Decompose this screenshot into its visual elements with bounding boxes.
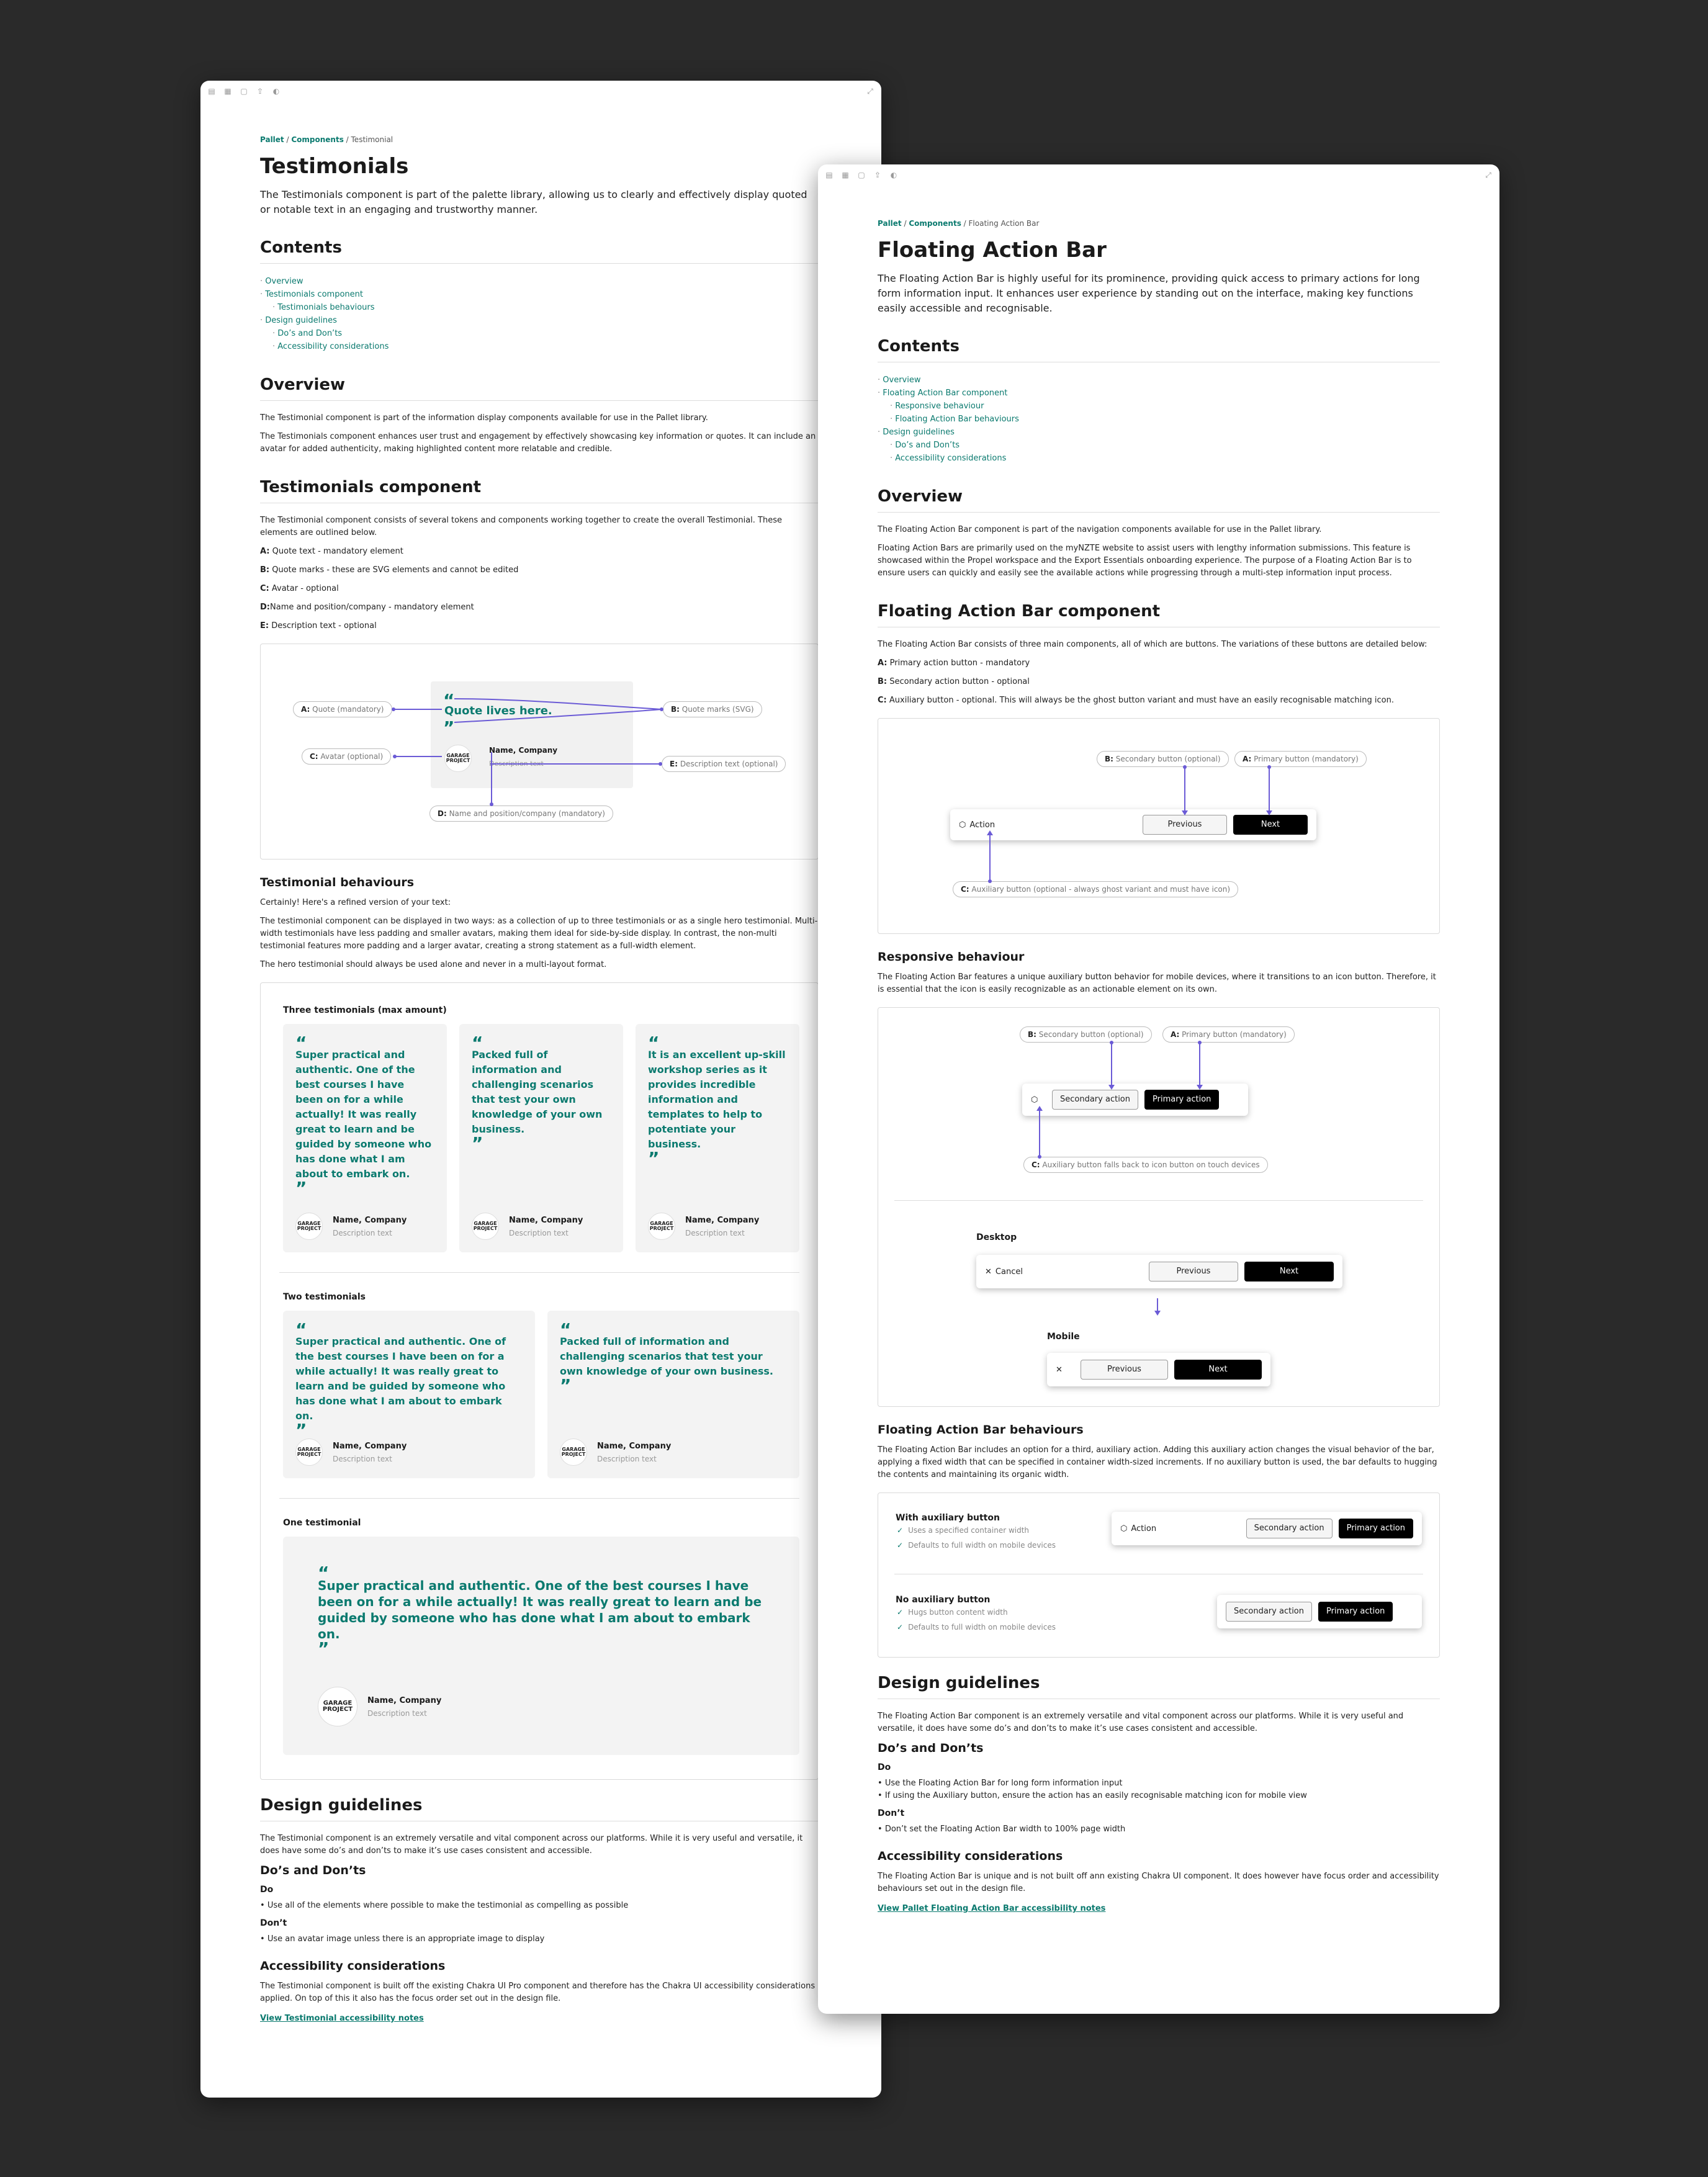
two-heading: Two testimonials [283,1292,366,1302]
page-lead: The Floating Action Bar is highly useful for its prominence, providing quick access to primary actions for long form information input. It enhances user experience by standing out on the interface, making key functions easily accessible and recognisable. [878,272,1420,314]
testimonial-quote: Packed full of information and challenging scenarios that test your own knowledge of your own business. [560,1335,773,1377]
open-quote-icon: “ [295,1319,307,1340]
theme-icon[interactable]: ◐ [272,87,280,96]
component-text: The Floating Action Bar consists of three main components, all of which are buttons. The variations of these buttons are detailed below: [878,640,1427,649]
testimonial-author: GARAGE PROJECT Name, Company Description text [295,1213,407,1240]
toc-accessibility[interactable]: · Accessibility considerations [260,340,819,353]
breadcrumb-components[interactable]: Components [291,135,344,144]
dont-heading: Don’t [260,1918,287,1928]
breadcrumb: Pallet / Components / Floating Action Bar [878,219,1040,228]
desktop-heading: Desktop [976,1232,1017,1242]
toc-responsive[interactable]: · Responsive behaviour [878,400,1440,413]
breadcrumb-current: Floating Action Bar [968,219,1040,228]
responsive-text: The Floating Action Bar features a unique auxiliary button behavior for mobile devices, where it transitions to an icon button. Therefore, it is essential that the icon is easily recognizable as an actionable element on its own. [878,972,1436,994]
close-quote-icon: ” [472,1133,483,1154]
do-list [260,1900,819,1912]
overview-text: The Testimonial component is part of the information display components available for use in the Pallet library. [260,413,708,423]
label-a: A: Quote (mandatory) [293,701,392,717]
toc-behaviours[interactable]: · Testimonials behaviours [260,301,819,314]
fab-with-aux [1112,1512,1422,1545]
expand-icon[interactable]: ⤢ [1485,170,1491,179]
check-icon: ✓ [897,1541,904,1550]
accessibility-link[interactable]: View Testimonial accessibility notes [260,2014,424,2023]
close-quote-icon: ” [318,1638,330,1659]
accessibility-text: The Testimonial component is built off the existing Chakra UI Pro component and therefore has the Chakra UI accessibility considerations applied. On top of this it also has the focus order set out in the design file. [260,1982,816,2003]
check-icon: ✓ [897,1526,904,1535]
upload-icon[interactable]: ⇪ [256,87,264,96]
mobile-action-bar [1047,1353,1270,1386]
testimonials-window [200,81,881,2098]
overview-text-2: The Testimonials component enhances user trust and engagement by effectively showcasing key information or quotes. It can include an avatar for added authenticity, making highlighted content more relatable and credible. [260,432,816,454]
testimonial-card [283,1024,447,1252]
page-title: Testimonials [260,154,409,179]
testimonial-card [459,1024,623,1252]
toc-accessibility[interactable]: · Accessibility considerations [878,452,1440,465]
next-button[interactable]: Next [1244,1262,1334,1282]
grid-icon[interactable]: ▦ [224,87,231,96]
dont-list [260,1933,819,1946]
divider [279,1272,799,1273]
dont-list [878,1823,1440,1836]
toc-behaviours[interactable]: · Floating Action Bar behaviours [878,413,1440,426]
part-d: D:Name and position/company - mandatory element [260,603,474,612]
check-icon: ✓ [897,1608,904,1617]
dont-heading: Don’t [878,1808,905,1818]
fab-window [818,164,1499,2014]
behaviours-intro: Certainly! Here's a refined version of your text: [260,898,451,907]
component-text: The Testimonial component consists of several tokens and components working together to create the overall Testimonial. These elements are outlined below. [260,516,782,537]
part-c: C: Auxiliary button - optional. This will always be the ghost button variant and must have an easily recognisable matching icon. [878,696,1394,705]
testimonial-author: GARAGE PROJECT Name, Company Description text [295,1439,407,1466]
three-heading: Three testimonials (max amount) [283,1005,447,1015]
responsive-diagram [878,1007,1440,1407]
design-text: The Testimonial component is an extremely versatile and vital component across our platforms. While it is very useful and versatile, it does have some do’s and don’ts to make it’s use cases consistent and accessible. [260,1834,803,1856]
label-b: B: Secondary button (optional) [1020,1026,1152,1043]
previous-button[interactable]: Previous [1143,815,1227,835]
fab-arrows [878,719,1441,935]
close-icon[interactable]: ✕ [1056,1365,1063,1375]
do-list [878,1777,1440,1802]
avatar: GARAGE PROJECT [318,1687,357,1726]
accessibility-heading: Accessibility considerations [260,1959,446,1973]
desktop-action-bar [976,1255,1342,1288]
part-a: A: Quote text - mandatory element [260,547,403,556]
page-title: Floating Action Bar [878,238,1107,263]
avatar: GARAGE PROJECT [472,1213,499,1240]
label-c: C: Avatar (optional) [302,748,391,765]
divider [894,1200,1423,1201]
box-icon[interactable]: ⬡ [1031,1095,1038,1105]
part-b: B: Secondary action button - optional [878,677,1030,686]
list-item: • Use an avatar image unless there is an appropriate image to display [260,1933,819,1946]
breadcrumb: Pallet / Components / Testimonial [260,135,393,144]
box-icon: ⬡ [959,820,966,830]
testimonial-quote: Super practical and authentic. One of the best courses I have been on for a while actually! It was really great to learn and be guided by someone who has done what I am about to embark on. [295,1335,506,1422]
next-button[interactable]: Next [1233,815,1308,835]
breadcrumb-components[interactable]: Components [909,219,961,228]
with-aux-list [897,1523,1056,1553]
hero-testimonial-card [283,1537,799,1755]
do-heading: Do [878,1762,891,1772]
list-item: • If using the Auxiliary button, ensure the action has an easily recognisable matching icon for mobile view [878,1790,1440,1802]
responsive-arrows [878,1008,1441,1407]
breadcrumb-pallet[interactable]: Pallet [260,135,284,144]
list-item: • Don’t set the Floating Action Bar width to 100% page width [878,1823,1440,1836]
page-lead: The Testimonials component is part of the palette library, allowing us to clearly and effectively display quoted or notable text in an engaging and trustworthy manner. [260,189,807,215]
design-heading: Design guidelines [260,1796,819,1821]
accessibility-heading: Accessibility considerations [878,1849,1063,1863]
label-c: C: Auxiliary button (optional - always ghost variant and must have icon) [953,881,1238,897]
open-quote-icon: “ [318,1563,330,1583]
avatar: GARAGE PROJECT [295,1439,323,1466]
theme-icon[interactable]: ◐ [890,171,897,179]
avatar: GARAGE PROJECT [560,1439,587,1466]
testimonial-card [547,1311,799,1478]
testimonial-examples [260,982,819,1780]
breadcrumb-current: Testimonial [351,135,393,144]
primary-action-button[interactable]: Primary action [1339,1519,1413,1538]
part-e: E: Description text - optional [260,621,377,631]
table-of-contents [260,275,819,353]
anatomy-quote: Quote lives here. [444,704,552,717]
avatar: GARAGE PROJECT [648,1213,675,1240]
fab-no-aux [1217,1595,1422,1628]
check-icon: ✓ [897,1623,904,1632]
open-quote-icon: “ [443,690,455,711]
list-item: • Use all of the elements where possible to make the testimonial as compelling as possible [260,1900,819,1912]
behaviours-text: The testimonial component can be displayed in two ways: as a collection of up to three testimonials or as a single hero testimonial. Multi-width testimonials have less padding and smaller avatars, making them ideal for side-by-side display. In contrast, the non-multi testimonial features more padding and a larger avatar, creating a strong statement as a full-width element. [260,917,818,951]
toc-dos[interactable]: · Do’s and Don’ts [878,439,1440,452]
toc-overview[interactable]: · Overview [878,374,1440,387]
testimonials-doc [260,135,819,2098]
label-b: B: Secondary button (optional) [1097,751,1229,767]
testimonial-author: GARAGE PROJECT Name, Company Description text [318,1687,441,1726]
window-toolbar [200,81,881,102]
fab-doc [878,219,1440,2014]
avatar: GARAGE PROJECT [444,745,472,772]
table-of-contents [878,374,1440,465]
toc-overview[interactable]: · Overview [260,275,819,288]
testimonial-card [636,1024,799,1252]
part-b: B: Quote marks - these are SVG elements and cannot be edited [260,565,519,575]
upload-icon[interactable]: ⇪ [874,171,881,179]
testimonial-quote: Packed full of information and challenging scenarios that test your own knowledge of your own business. [472,1049,603,1135]
part-c: C: Avatar - optional [260,584,339,593]
behaviours-heading: Testimonial behaviours [260,876,415,889]
toc-component[interactable]: · Floating Action Bar component [878,387,1440,400]
design-text: The Floating Action Bar component is an extremely versatile and vital component across our platforms. While it is very useful and versatile, it does have some do’s and don’ts to make it’s use cases consistent and accessible. [878,1712,1404,1733]
no-aux-heading: No auxiliary button [896,1595,991,1605]
secondary-action-button[interactable]: Secondary action [1226,1602,1312,1622]
close-icon: ✕ [985,1267,992,1277]
primary-action-button[interactable]: Primary action [1318,1602,1393,1622]
fab-behaviours-text: The Floating Action Bar includes an option for a third, auxiliary action. Adding this auxiliary action changes the visual behavior of the bar, applying a fixed width that can be specified in container width-sized increments. If no auxiliary button is used, the bar defaults to hugging the contents and maintaining its organic width. [878,1445,1437,1479]
anatomy-arrows [261,644,807,860]
list-item: • Use the Floating Action Bar for long form information input [878,1777,1440,1790]
overview-text: The Floating Action Bar component is part of the navigation components available for use in the Pallet library. [878,525,1322,534]
overview-text-2: Floating Action Bars are primarily used on the myNZTE website to assist users with lengthy information submissions. This feature is showcased within the Propel workspace and the Export Essentials onboarding experience. The purpose of a Floating Action Bar is to ensure users can quickly and easily see the available actions while progressing through a multi-step information input process. [878,544,1412,578]
do-heading: Do [260,1885,274,1895]
no-aux-list [897,1605,1056,1635]
design-heading: Design guidelines [878,1674,1440,1699]
testimonial-quote: It is an excellent up-skill workshop series as it provides incredible information and templates to help to potentiate your business. [648,1049,786,1150]
avatar: GARAGE PROJECT [295,1213,323,1240]
expand-icon[interactable]: ⤢ [867,86,873,96]
label-a: A: Primary button (mandatory) [1234,751,1367,767]
behaviours-note: The hero testimonial should always be used alone and never in a multi-layout format. [260,960,607,969]
part-a: A: Primary action button - mandatory [878,658,1030,668]
one-heading: One testimonial [283,1518,361,1528]
fab-behaviours-heading: Floating Action Bar behaviours [878,1423,1084,1437]
box-icon: ⬡ [1120,1524,1128,1533]
testimonial-author: GARAGE PROJECT Name, Company Description text [472,1213,583,1240]
accessibility-text: The Floating Action Bar is unique and is not built off ann existing Chakra UI component. It does however have focus order and accessibility behaviours set out in the design file. [878,1872,1439,1893]
frame-icon[interactable]: ▢ [858,171,865,179]
label-d: D: Name and position/company (mandatory) [429,806,613,822]
close-quote-icon: ” [295,1420,307,1440]
close-quote-icon: ” [648,1148,660,1169]
list-item: ✓ Hugs button content width [897,1608,1008,1617]
contents-heading: Contents [878,337,1440,362]
divider [279,1498,799,1499]
testimonial-quote: Super practical and authentic. One of the best courses I have been on for a while actually! It was really great to learn and be guided by someone who has done what I am about to embark on. [295,1049,432,1180]
panel-icon[interactable]: ▤ [825,171,833,179]
dos-heading: Do’s and Don’ts [878,1741,984,1755]
label-e: E: Description text (optional) [662,756,786,772]
frame-icon[interactable]: ▢ [240,87,248,96]
window-toolbar [818,164,1499,186]
mobile-heading: Mobile [1047,1332,1080,1342]
breadcrumb-pallet[interactable]: Pallet [878,219,902,228]
auxiliary-button[interactable]: ⬡ Action [959,820,996,830]
secondary-action-button[interactable]: Secondary action [1052,1090,1138,1110]
testimonial-anatomy-diagram [260,644,819,860]
label-b: B: Quote marks (SVG) [663,701,762,717]
responsive-heading: Responsive behaviour [878,950,1025,964]
testimonial-card [283,1311,535,1478]
parts-list [260,545,819,632]
testimonial-author: GARAGE PROJECT Name, Company Description text [648,1213,759,1240]
component-heading: Testimonials component [260,478,819,503]
auxiliary-button[interactable]: ⬡ Action [1120,1524,1157,1533]
primary-action-button[interactable]: Primary action [1144,1090,1219,1110]
parts-list [878,657,1440,707]
open-quote-icon: “ [560,1319,572,1340]
close-quote-icon: ” [560,1375,572,1396]
anatomy-desc: Description text [489,760,544,768]
with-aux-heading: With auxiliary button [896,1513,1000,1523]
accessibility-link[interactable]: View Pallet Floating Action Bar accessibility notes [878,1904,1106,1913]
testimonial-quote: Super practical and authentic. One of the best courses I have been on for a while actually! It was really great to learn and be guided by someone who has done what I am about to embark on. [318,1578,762,1641]
behaviour-examples [878,1492,1440,1658]
list-item: ✓ Uses a specified container width [897,1526,1030,1535]
overview-heading: Overview [260,375,819,401]
cancel-button[interactable]: ✕ Cancel [985,1267,1023,1277]
previous-button[interactable]: Previous [1149,1262,1238,1282]
open-quote-icon: “ [472,1033,483,1053]
open-quote-icon: “ [648,1033,660,1053]
previous-button[interactable]: Previous [1081,1360,1168,1380]
toc-design[interactable]: · Design guidelines [260,314,819,327]
grid-icon[interactable]: ▦ [842,171,849,179]
list-item: ✓ Defaults to full width on mobile devices [897,1541,1056,1550]
component-heading: Floating Action Bar component [878,602,1440,627]
toc-design[interactable]: · Design guidelines [878,426,1440,439]
toc-dos[interactable]: · Do’s and Don’ts [260,327,819,340]
close-quote-icon: ” [443,717,455,738]
label-c: C: Auxiliary button falls back to icon button on touch devices [1023,1157,1268,1173]
panel-icon[interactable]: ▤ [208,87,215,96]
label-a: A: Primary button (mandatory) [1162,1026,1295,1043]
toc-component[interactable]: · Testimonials component [260,288,819,301]
fab-anatomy-diagram [878,718,1440,934]
contents-heading: Contents [260,238,819,264]
overview-heading: Overview [878,487,1440,513]
dos-heading: Do’s and Don’ts [260,1864,366,1877]
list-item: ✓ Defaults to full width on mobile devices [897,1623,1056,1632]
close-quote-icon: ” [295,1178,307,1198]
testimonial-author: GARAGE PROJECT Name, Company Description text [560,1439,671,1466]
next-button[interactable]: Next [1174,1360,1262,1380]
anatomy-name: Name, Company [489,746,558,755]
secondary-action-button[interactable]: Secondary action [1246,1519,1333,1538]
open-quote-icon: “ [295,1033,307,1053]
